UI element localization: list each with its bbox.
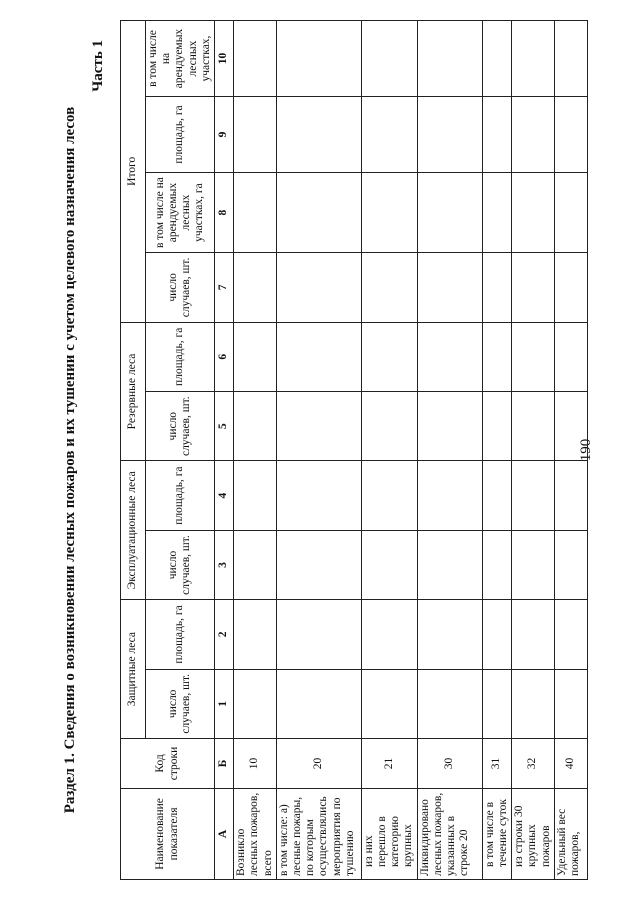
header-area: площадь, га — [146, 97, 215, 173]
header-cases: число случаев, шт. — [146, 669, 215, 738]
header-cases: число случаев, шт. — [146, 392, 215, 461]
header-indicator-name: Наименование показателя — [121, 788, 215, 879]
header-cases: число случаев, шт. — [146, 253, 215, 322]
row-name: из строки 30 крупных пожаров — [512, 788, 555, 879]
row-name: Удельный вес пожаров, — [554, 788, 587, 879]
data-cell[interactable] — [276, 253, 361, 322]
section-title: Раздел 1. Сведения о возникновении лесных пожаров и их тушении с учетом целевого назначения лесов — [62, 106, 78, 814]
data-cell[interactable] — [482, 392, 511, 461]
col-number: 10 — [215, 21, 234, 97]
row-code: 10 — [234, 739, 277, 789]
data-cell[interactable] — [234, 172, 277, 252]
data-cell[interactable] — [417, 392, 482, 461]
header-protective-forests: Защитные леса — [121, 600, 146, 739]
fires-table — [120, 20, 588, 880]
data-cell[interactable] — [417, 461, 482, 530]
header-reserve-forests: Резервные леса — [121, 322, 146, 461]
row-name: из них перешло в категорию крупных — [361, 788, 417, 879]
data-cell[interactable] — [482, 172, 511, 252]
col-number: 8 — [215, 172, 234, 252]
data-cell[interactable] — [234, 600, 277, 669]
row-name: в том числе в течение суток — [482, 788, 511, 879]
header-row-code: Код строки — [121, 739, 215, 789]
data-cell[interactable] — [361, 97, 417, 173]
data-cell[interactable] — [361, 21, 417, 97]
header-area: площадь, га — [146, 322, 215, 391]
row-name: в том числе: а) лесные пожары, по которым осуществлялись мероприятия по тушению — [276, 788, 361, 879]
data-cell[interactable] — [482, 253, 511, 322]
table-row — [482, 21, 511, 880]
header-area: площадь, га — [146, 600, 215, 669]
data-cell[interactable] — [417, 669, 482, 738]
header-exploitation-forests: Эксплуатационные леса — [121, 461, 146, 600]
table-row — [512, 21, 555, 880]
data-cell[interactable] — [361, 600, 417, 669]
data-cell[interactable] — [554, 322, 587, 391]
header-area: площадь, га — [146, 461, 215, 530]
data-cell[interactable] — [276, 97, 361, 173]
col-number: 3 — [215, 530, 234, 599]
data-cell[interactable] — [417, 530, 482, 599]
part-label: Часть 1 — [90, 40, 106, 92]
data-cell[interactable] — [276, 172, 361, 252]
data-cell[interactable] — [512, 669, 555, 738]
row-code: 32 — [512, 739, 555, 789]
data-cell[interactable] — [417, 253, 482, 322]
header-leased: в том числе на арендуемых лесных участках, — [146, 21, 215, 97]
col-number: Б — [215, 739, 234, 789]
data-cell[interactable] — [276, 461, 361, 530]
col-number: 5 — [215, 392, 234, 461]
data-cell[interactable] — [234, 530, 277, 599]
data-cell[interactable] — [512, 21, 555, 97]
row-code: 30 — [417, 739, 482, 789]
col-number: А — [215, 788, 234, 879]
data-cell[interactable] — [234, 253, 277, 322]
header-total: Итого — [121, 21, 146, 323]
data-cell[interactable] — [276, 530, 361, 599]
table-row — [234, 21, 277, 880]
data-cell[interactable] — [482, 461, 511, 530]
data-cell[interactable] — [361, 461, 417, 530]
data-cell[interactable] — [361, 253, 417, 322]
data-cell[interactable] — [482, 600, 511, 669]
data-cell[interactable] — [512, 97, 555, 173]
col-number: 6 — [215, 322, 234, 391]
data-cell[interactable] — [482, 669, 511, 738]
data-cell[interactable] — [417, 21, 482, 97]
col-number: 7 — [215, 253, 234, 322]
table-row — [554, 21, 587, 880]
row-name: Ликвидировано лесных пожаров, указанных в строке 20 — [417, 788, 482, 879]
data-cell[interactable] — [482, 530, 511, 599]
data-cell[interactable] — [512, 392, 555, 461]
data-cell[interactable] — [234, 392, 277, 461]
data-cell[interactable] — [482, 97, 511, 173]
data-cell[interactable] — [234, 322, 277, 391]
data-cell[interactable] — [417, 172, 482, 252]
data-cell[interactable] — [512, 253, 555, 322]
data-cell[interactable] — [417, 97, 482, 173]
data-cell[interactable] — [512, 600, 555, 669]
data-cell[interactable] — [417, 600, 482, 669]
data-cell[interactable] — [554, 669, 587, 738]
table-row — [361, 21, 417, 880]
row-name: Возникло лесных пожаров, всего — [234, 788, 277, 879]
col-number: 2 — [215, 600, 234, 669]
row-code: 31 — [482, 739, 511, 789]
row-code: 21 — [361, 739, 417, 789]
col-number: 1 — [215, 669, 234, 738]
data-cell[interactable] — [276, 669, 361, 738]
data-cell[interactable] — [554, 21, 587, 97]
table-row — [276, 21, 361, 880]
data-cell[interactable] — [554, 461, 587, 530]
data-cell[interactable] — [276, 21, 361, 97]
header-cases: число случаев, шт. — [146, 530, 215, 599]
data-cell[interactable] — [234, 461, 277, 530]
data-cell[interactable] — [554, 97, 587, 173]
data-cell[interactable] — [554, 530, 587, 599]
data-cell[interactable] — [361, 669, 417, 738]
data-cell[interactable] — [482, 21, 511, 97]
table-row — [417, 21, 482, 880]
page-number: 190 — [578, 438, 594, 462]
data-cell[interactable] — [512, 530, 555, 599]
row-code: 20 — [276, 739, 361, 789]
col-number: 9 — [215, 97, 234, 173]
data-cell[interactable] — [361, 172, 417, 252]
data-cell[interactable] — [512, 322, 555, 391]
data-cell[interactable] — [361, 322, 417, 391]
data-cell[interactable] — [234, 669, 277, 738]
data-cell[interactable] — [554, 172, 587, 252]
data-cell[interactable] — [554, 600, 587, 669]
data-cell[interactable] — [554, 253, 587, 322]
data-cell[interactable] — [482, 322, 511, 391]
row-code: 40 — [554, 739, 587, 789]
data-cell[interactable] — [512, 461, 555, 530]
data-cell[interactable] — [361, 392, 417, 461]
data-cell[interactable] — [276, 600, 361, 669]
data-cell[interactable] — [234, 97, 277, 173]
data-cell[interactable] — [361, 530, 417, 599]
data-cell[interactable] — [276, 322, 361, 391]
data-cell[interactable] — [512, 172, 555, 252]
col-number: 4 — [215, 461, 234, 530]
data-cell[interactable] — [417, 322, 482, 391]
rotated-content — [10, 10, 630, 890]
data-cell[interactable] — [234, 21, 277, 97]
data-cell[interactable] — [276, 392, 361, 461]
data-cell[interactable] — [554, 392, 587, 461]
header-leased-area: в том числе на арендуемых лесных участках, га — [146, 172, 215, 252]
